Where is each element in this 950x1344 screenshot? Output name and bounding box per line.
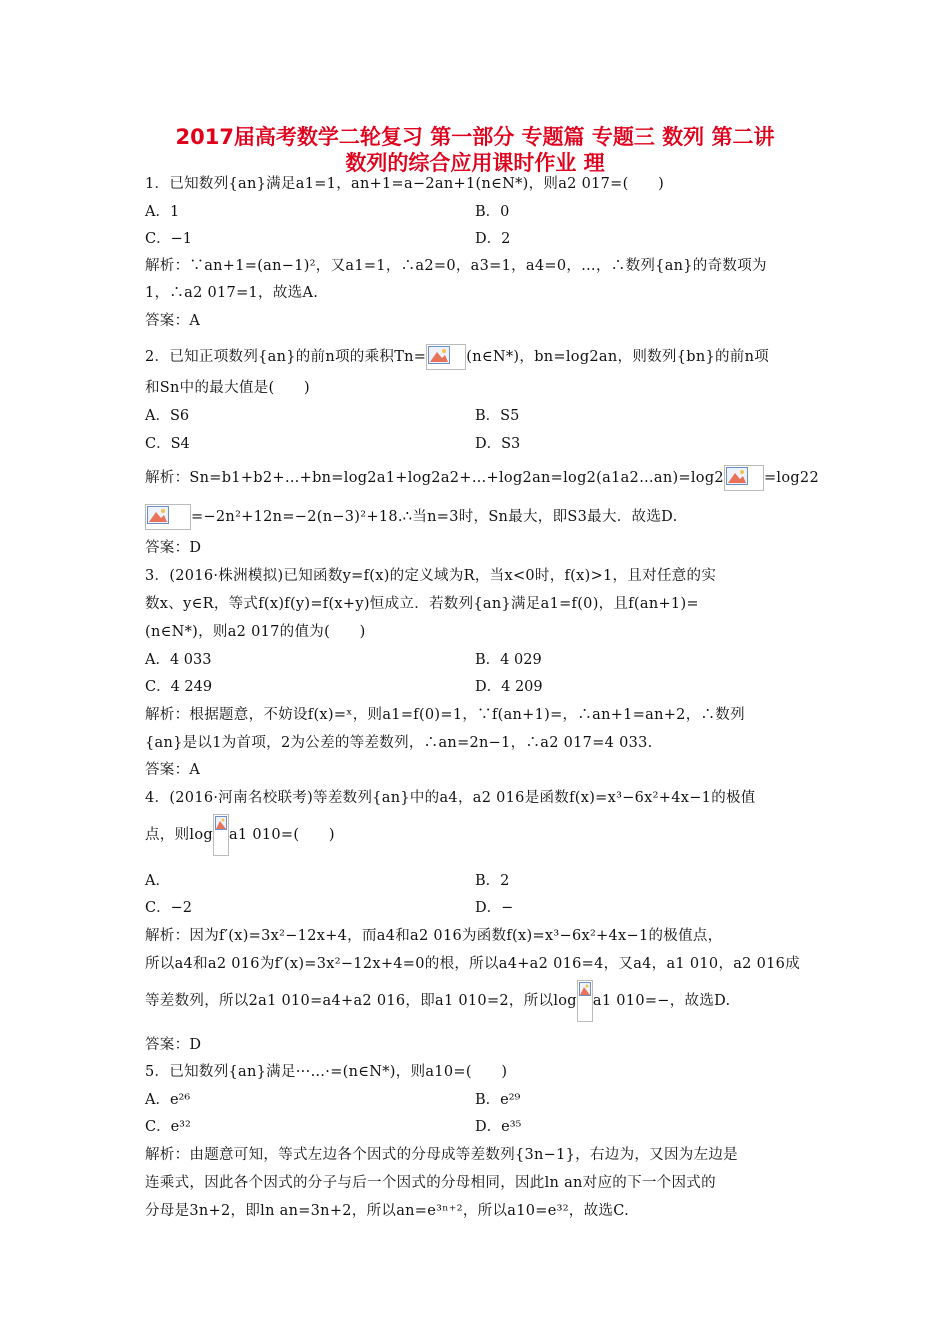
q2-stem-part-1: 2．已知正项数列{an}的前n项的乘积Tn=: [145, 349, 427, 365]
q5-solution-line-3: 分母是3n+2，即ln an=3n+2，所以an=e³ⁿ⁺²，所以a10=e³²，故选C.: [145, 1203, 629, 1219]
q5-option-a: A．e²⁶: [145, 1092, 191, 1108]
q2-stem-part-2: (n∈N*)，bn=log2an，则数列{bn}的前n项: [466, 349, 770, 365]
broken-image-icon: [724, 465, 764, 491]
question-2-stem-line-1: [145, 344, 769, 370]
q4-stem-part-1: 点，则log: [145, 827, 213, 843]
q1-option-b: B．0: [475, 204, 510, 220]
q4-stem-part-2: a1 010=( ): [228, 827, 335, 843]
q1-answer: 答案：A: [145, 313, 201, 329]
q3-answer: 答案：A: [145, 762, 201, 778]
q4-solution-part-2: a1 010=−，故选D.: [592, 993, 731, 1009]
q4-option-d: D．−: [475, 900, 514, 916]
q3-option-a: A．4 033: [145, 652, 212, 668]
q4-solution-line-1: 解析：因为f′(x)=3x²−12x+4，而a4和a2 016为函数f(x)=x³−6x²+4x−1的极值点，: [145, 928, 723, 944]
document-title-line-1: 2017届高考数学二轮复习 第一部分 专题篇 专题三 数列 第二讲: [175, 125, 775, 149]
q4-option-a: A．: [145, 873, 170, 889]
broken-image-icon: [213, 814, 229, 856]
question-5-stem: 5．已知数列{an}满足···…·=(n∈N*)，则a10=( ): [145, 1064, 508, 1080]
q2-solution-part-2: =log22: [763, 470, 819, 486]
broken-image-icon: [145, 504, 191, 530]
q2-solution-line-1: [145, 465, 819, 491]
question-2-stem-line-2: 和Sn中的最大值是( ): [145, 380, 310, 396]
q4-answer: 答案：D: [145, 1037, 202, 1053]
q4-solution-line-3: [145, 980, 730, 1022]
q4-solution-part-1: 等差数列，所以2a1 010=a4+a2 016，即a1 010=2，所以log: [145, 993, 577, 1009]
q3-solution-line-1: 解析：根据题意，不妨设f(x)=ˣ，则a1=f(0)=1，∵f(an+1)=，∴an+1=an+2，∴数列: [145, 707, 745, 723]
q5-option-d: D．e³⁵: [475, 1119, 522, 1135]
q3-solution-line-2: {an}是以1为首项，2为公差的等差数列，∴an=2n−1，∴a2 017=4 033.: [145, 735, 653, 751]
q2-option-d: D．S3: [475, 436, 521, 452]
q1-solution-line-1: 解析：∵an+1=(an−1)²，又a1=1，∴a2=0，a3=1，a4=0，…，∴数列{an}的奇数项为: [145, 258, 767, 274]
broken-image-icon: [426, 344, 466, 370]
question-3-stem-line-2: 数x、y∈R，等式f(x)f(y)=f(x+y)恒成立．若数列{an}满足a1=f(0)，且f(an+1)=: [145, 596, 699, 612]
q2-solution-line-2: [145, 504, 677, 530]
question-3-stem-line-3: (n∈N*)，则a2 017的值为( ): [145, 624, 366, 640]
q1-option-d: D．2: [475, 231, 511, 247]
q1-solution-line-2: 1，∴a2 017=1，故选A.: [145, 285, 319, 301]
q2-option-a: A．S6: [145, 408, 190, 424]
q1-option-c: C．−1: [145, 231, 192, 247]
q5-option-b: B．e²⁹: [475, 1092, 521, 1108]
q2-solution-part-3: =−2n²+12n=−2(n−3)²+18.∴当n=3时，Sn最大，即S3最大．故选D.: [191, 509, 678, 525]
q2-option-b: B．S5: [475, 408, 520, 424]
q2-answer: 答案：D: [145, 540, 202, 556]
q2-option-c: C．S4: [145, 436, 190, 452]
q4-option-b: B．2: [475, 873, 510, 889]
q2-solution-part-1: 解析：Sn=b1+b2+…+bn=log2a1+log2a2+…+log2an=log2(a1a2…an)=log2: [145, 470, 724, 486]
q5-option-c: C．e³²: [145, 1119, 191, 1135]
q1-option-a: A．1: [145, 204, 180, 220]
question-4-stem-line-1: 4．(2016·河南名校联考)等差数列{an}中的a4，a2 016是函数f(x)=x³−6x²+4x−1的极值: [145, 790, 756, 806]
question-3-stem-line-1: 3．(2016·株洲模拟)已知函数y=f(x)的定义域为R，当x<0时，f(x)>1，且对任意的实: [145, 568, 717, 584]
q3-option-c: C．4 249: [145, 679, 213, 695]
q5-solution-line-2: 连乘式，因此各个因式的分子与后一个因式的分母相同，因此ln an对应的下一个因式的: [145, 1175, 716, 1191]
q3-option-d: D．4 209: [475, 679, 543, 695]
broken-image-icon: [577, 980, 593, 1022]
q4-solution-line-2: 所以a4和a2 016为f′(x)=3x²−12x+4=0的根，所以a4+a2 016=4，又a4，a1 010，a2 016成: [145, 956, 800, 972]
question-4-stem-line-2: [145, 814, 335, 856]
q5-solution-line-1: 解析：由题意可知，等式左边各个因式的分母成等差数列{3n−1}，右边为，又因为左边是: [145, 1147, 738, 1163]
question-1-stem: 1．已知数列{an}满足a1=1，an+1=a−2an+1(n∈N*)，则a2 017=( ): [145, 176, 665, 192]
document-title-line-2: 数列的综合应用课时作业 理: [345, 151, 605, 175]
q4-option-c: C．−2: [145, 900, 192, 916]
q3-option-b: B．4 029: [475, 652, 542, 668]
